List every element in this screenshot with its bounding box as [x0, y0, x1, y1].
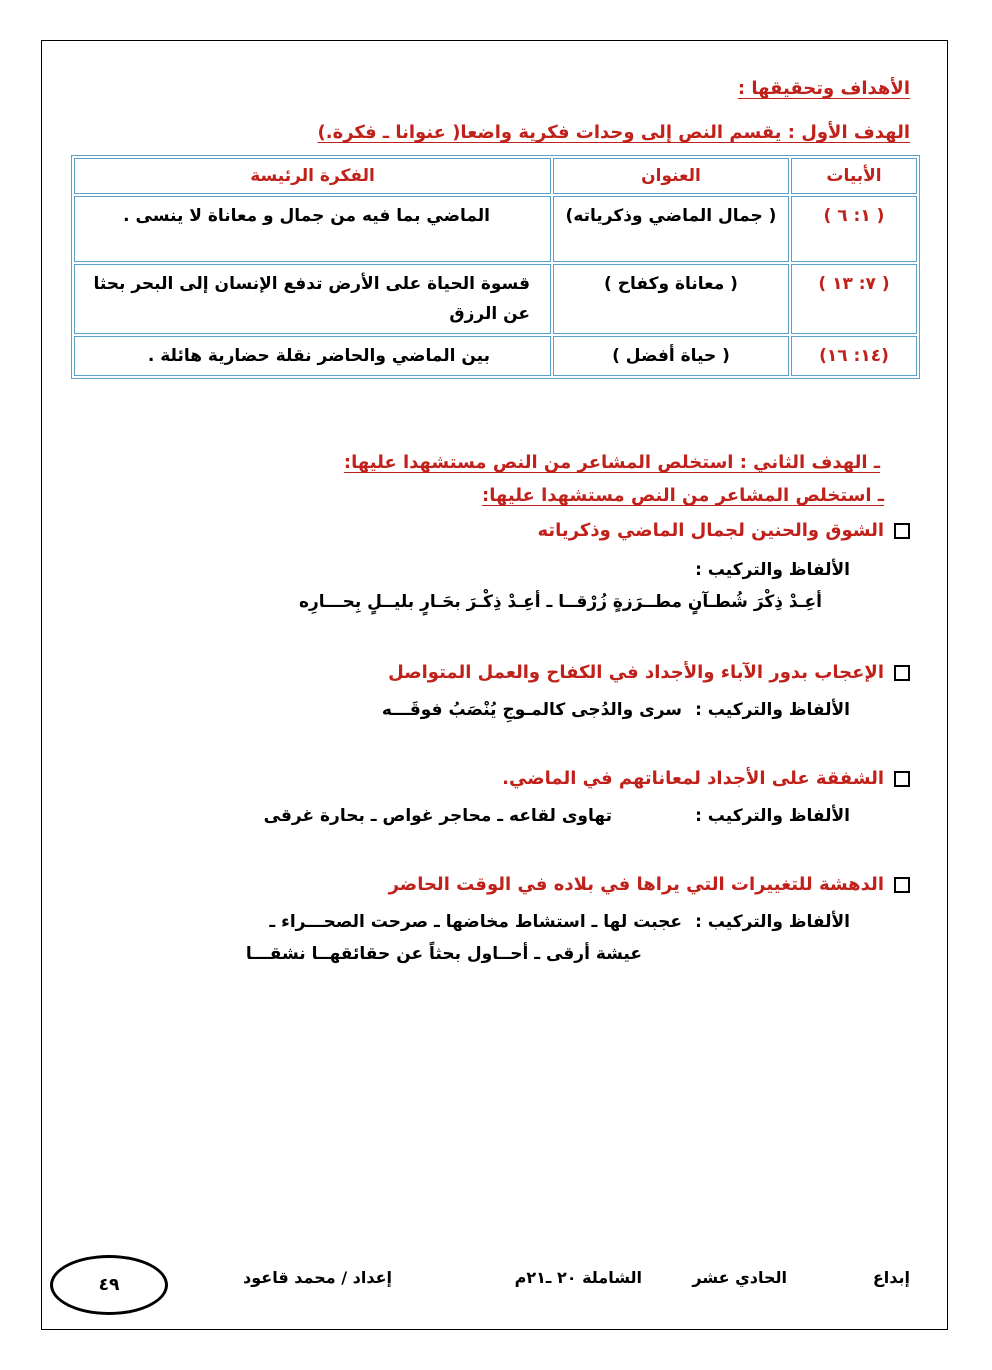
- row-title: ( معاناة وكفاح ): [553, 264, 789, 334]
- table-row: [74, 196, 917, 262]
- header-verses: الأبيات: [791, 158, 917, 194]
- feeling-label: الألفاظ والتركيب :: [695, 806, 850, 826]
- feeling-item: [389, 874, 910, 895]
- feeling-title: الشوق والحنين لجمال الماضي وذكرياته: [537, 520, 884, 541]
- page-number: ٤٩: [98, 1275, 120, 1295]
- header-idea: الفكرة الرئيسة: [74, 158, 551, 194]
- checkbox-icon: [894, 523, 910, 539]
- table-row: [74, 336, 917, 376]
- header-title: العنوان: [553, 158, 789, 194]
- feeling-words: تهاوى لقاعه ـ محاجر غواص ـ بحارة غرقى: [263, 806, 612, 826]
- table-row: [74, 264, 917, 334]
- page-number-badge: [50, 1255, 168, 1315]
- table-header-row: [74, 158, 917, 194]
- checkbox-icon: [894, 665, 910, 681]
- feeling-words: عجبت لها ـ استشاط مخاضها ـ صرحت الصحـــراء ـ: [269, 912, 682, 932]
- row-idea: الماضي بما فيه من جمال و معاناة لا ينسى .: [74, 196, 551, 262]
- feeling-item: [502, 768, 910, 789]
- feeling-words: أعِـدْ ذِكْرَ شُطـآنٍ مطــرَزةٍ زُرْقــا ـ أعِـدْ ذِكْـرَ بحَـارٍ بليــلٍ بِحـــارِه: [298, 592, 822, 612]
- row-verses: ( ١: ٦ ): [791, 196, 917, 262]
- feeling-label: الألفاظ والتركيب :: [695, 700, 850, 720]
- footer-brand: إبداع: [872, 1268, 910, 1287]
- feeling-item: [538, 520, 911, 541]
- row-title: ( حياة أفضل ): [553, 336, 789, 376]
- checkbox-icon: [894, 877, 910, 893]
- objectives-heading: الأهداف وتحقيقها :: [737, 78, 910, 99]
- goal-one: الهدف الأول : يقسم النص إلى وحدات فكرية واضعا( عنوانا ـ فكرة.): [317, 122, 910, 143]
- footer-grade: الحادي عشر: [692, 1268, 787, 1287]
- row-title: ( جمال الماضي وذكرياته): [553, 196, 789, 262]
- row-verses: (١٤: ١٦): [791, 336, 917, 376]
- feeling-label: الألفاظ والتركيب :: [695, 912, 850, 932]
- feeling-words-continued: عيشة أرقى ـ أحــاول بحثاً عن حقائقهــا نشقـــا: [245, 944, 642, 964]
- row-idea: بين الماضي والحاضر نقلة حضارية هائلة .: [74, 336, 551, 376]
- footer-author: إعداد / محمد قاعود: [243, 1268, 392, 1287]
- goal-two: ـ الهدف الثاني : استخلص المشاعر من النص مستشهدا عليها:: [343, 452, 880, 473]
- row-idea: قسوة الحياة على الأرض تدفع الإنسان إلى البحر بحثا عن الرزق: [74, 264, 551, 334]
- footer-edition: الشاملة ٢٠ ـ٢١م: [514, 1268, 642, 1287]
- feeling-title: الإعجاب بدور الآباء والأجداد في الكفاح والعمل المتواصل: [388, 662, 884, 683]
- feeling-label: الألفاظ والتركيب :: [695, 560, 850, 580]
- feeling-item: [388, 662, 910, 683]
- feeling-title: الشفقة على الأجداد لمعاناتهم في الماضي.: [502, 768, 884, 789]
- feeling-title: الدهشة للتغييرات التي يراها في بلاده في الوقت الحاضر: [388, 874, 884, 895]
- feeling-words: سرى والدُجى كالمـوجِ يُنْصَبُ فوقَـــه: [381, 700, 682, 720]
- goal-two-repeat: ـ استخلص المشاعر من النص مستشهدا عليها:: [482, 485, 884, 506]
- checkbox-icon: [894, 771, 910, 787]
- row-verses: ( ٧: ١٣ ): [791, 264, 917, 334]
- ideas-table: [71, 155, 920, 379]
